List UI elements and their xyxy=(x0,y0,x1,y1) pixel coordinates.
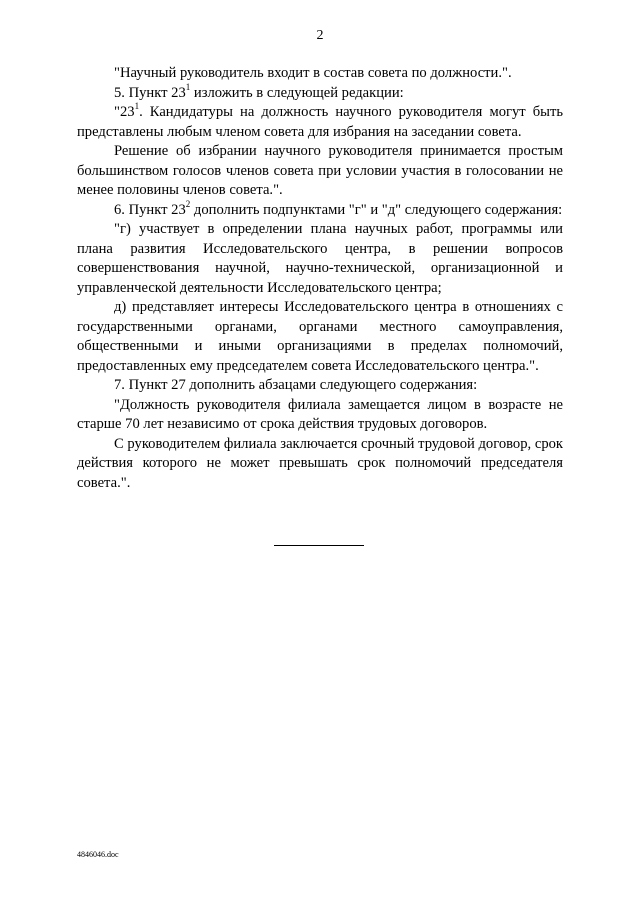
paragraph: "г) участвует в определении плана научных работ, программы или плана развития Исследовательского центра, в решении вопросов совершенствования научной, научно-технической, организационной и управленческой деятельности Исследовательского центра; xyxy=(77,221,563,296)
document-id: 4846046.doc xyxy=(77,850,119,859)
paragraph-text: 5. Пункт 23 xyxy=(114,84,186,101)
paragraph: С руководителем филиала заключается срочный трудовой договор, срок действия которого не может превышать срок полномочий председателя совета.". xyxy=(77,435,563,491)
paragraph: "Должность руководителя филиала замещается лицом в возрасте не старше 70 лет независимо от срока действия трудовых договоров. xyxy=(77,396,563,432)
paragraph-text: дополнить подпунктами "г" и "д" следующего содержания: xyxy=(190,201,563,218)
paragraph-text: "23 xyxy=(114,104,135,120)
superscript: 1 xyxy=(185,81,191,92)
end-divider xyxy=(274,545,364,546)
paragraph-text: . Кандидатуры на должность научного руководителя могут быть представлены любым членом совета для избрания на заседании совета. xyxy=(77,104,563,140)
paragraph-text: изложить в следующей редакции: xyxy=(190,84,404,101)
paragraph: 7. Пункт 27 дополнить абзацами следующего содержания: xyxy=(114,377,478,393)
paragraph: "Научный руководитель входит в состав совета по должности.". xyxy=(114,65,512,81)
paragraph-text: 6. Пункт 23 xyxy=(114,201,186,218)
paragraph: д) представляет интересы Исследовательского центра в отношениях с государственными органами, органами местного самоуправления, общественными и иными организациями в пределах полномочий, предоставленных ему председателем совета Исследовательского центра.". xyxy=(77,299,563,374)
superscript: 2 xyxy=(185,198,191,209)
paragraph: Решение об избрании научного руководителя принимается простым большинством голосов членов совета при условии участия в голосовании не менее половины членов совета.". xyxy=(77,143,563,198)
paragraph xyxy=(77,81,563,104)
paragraph xyxy=(77,103,563,142)
paragraph xyxy=(77,198,563,221)
document-body xyxy=(77,64,563,493)
superscript: 1 xyxy=(134,101,140,112)
page-number: 2 xyxy=(316,28,324,43)
